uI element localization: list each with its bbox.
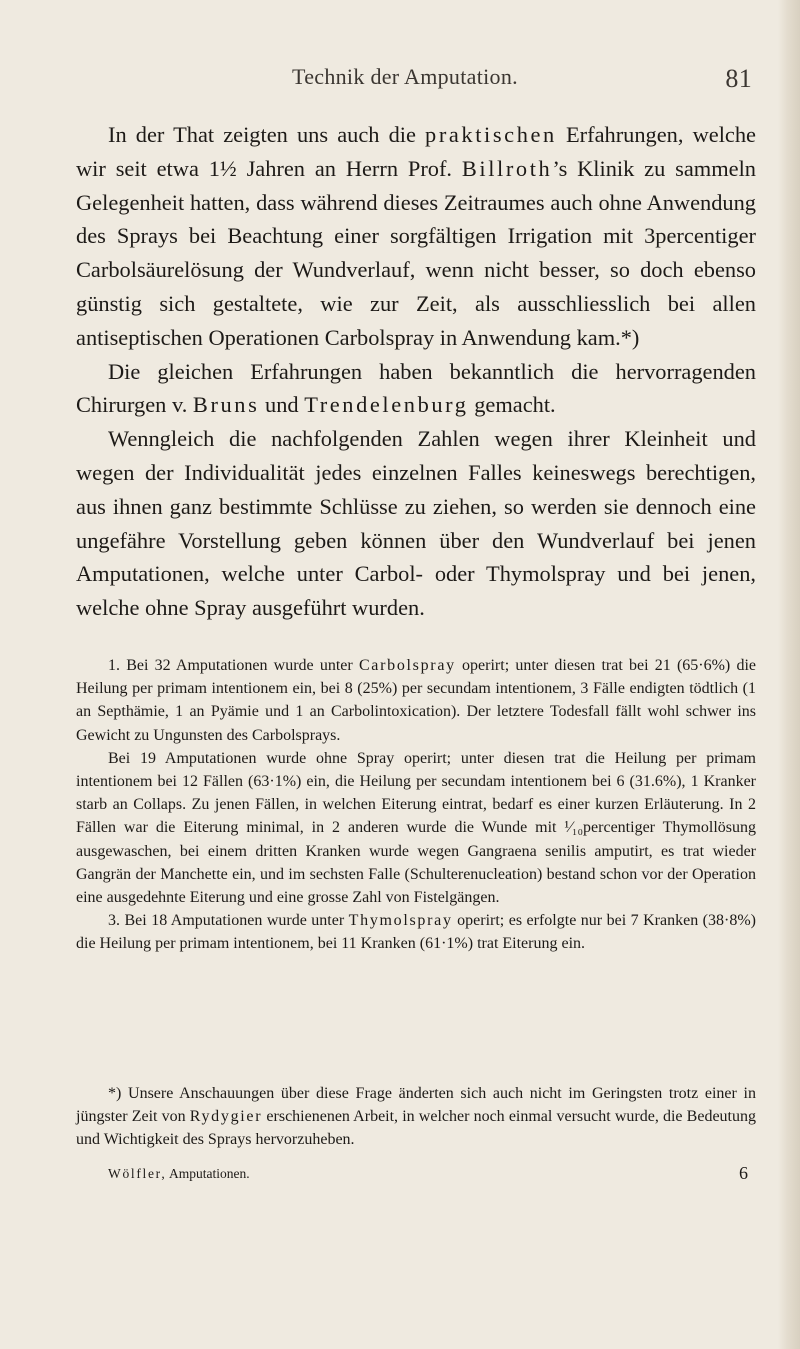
body-text (76, 118, 756, 625)
signature-title: Amputationen. (166, 1166, 250, 1181)
running-head (292, 64, 752, 93)
case-list (76, 654, 756, 956)
person-name: Rydygier (189, 1108, 263, 1126)
text-run: Erfahrungen, welche wir seit etwa 1½ Jahren an Herrn Prof. (76, 122, 756, 181)
text-run: 1. Bei 32 Amputationen wurde unter (108, 657, 359, 674)
spaced-emphasis: Carbolspray (358, 657, 456, 674)
footnote-text (76, 1082, 756, 1152)
paragraph (76, 355, 756, 423)
text-run: erschienenen Arbeit, in welcher noch einmal versucht wurde, die Bedeutung und Wichtigkeit des Sprays hervorzuheben. (76, 1108, 756, 1149)
case-item (76, 909, 756, 955)
page-edge (778, 0, 800, 1349)
case-item (76, 654, 756, 747)
text-run: In der That zeigten uns auch die (108, 122, 426, 147)
spaced-emphasis: praktischen (425, 122, 557, 147)
text-run: Die gleichen Erfahrungen haben bekanntlich die hervorragenden Chirurgen v. (76, 358, 756, 418)
text-run: ’s Klinik zu sammeln Gelegenheit hatten, dass während dieses Zeitraumes auch ohne Anwendung des Sprays bei Beachtung einer sorgfältigen Irrigation mit 3percentiger Carbolsäurelösung der Wundverlauf, wenn nicht besser, so doch ebenso günstig sich gestaltete, wie zur Zeit, als ausschliesslich bei allen antiseptischen Operationen Carbolspray in Anwendung kam.*) (76, 155, 756, 350)
text-run: und (259, 392, 305, 418)
paragraph: Wenngleich die nachfolgenden Zahlen wegen ihrer Kleinheit und wegen der Individualität jedes einzelnen Falles keineswegs berechtigen, aus ihnen ganz bestimmte Schlüsse zu ziehen, so werden sie dennoch eine ungefähre Vorstellung geben können über den Wundverlauf bei jenen Amputationen, welche unter Carbol- oder Thymolspray und bei jenen, welche ohne Spray ausgeführt wurden. (76, 426, 756, 621)
case-item: Bei 19 Amputationen wurde ohne Spray operirt; unter diesen trat die Heilung per primam intentionem bei 12 Fällen (63·1%) ein, die Heilung per secundam intentionem bei 6 (31.6%), 1 Kranker starb an Collaps. Zu jenen Fällen, in welchen Eiterung eintrat, bedarf es einer kurzen Erläuterung. In 2 Fällen war die Eiterung minimal, in 2 anderen wurde die Wunde mit ¹⁄₁₀percentiger Thymollösung ausgewaschen, bei einem dritten Kranken wurde wegen Gangraena senilis amputirt, es trat wieder Gangrän der Manchette ein, und im sechsten Falle (Schulterenucleation) bestand schon vor der Operation eine ausgedehnte Eiterung und eine grosse Zahl von Fistelgängen. (76, 749, 756, 907)
text-run: *) Unsere Anschauungen über diese Frage änderten sich auch nicht im Geringsten trotz einer in jüngster Zeit von (76, 1085, 756, 1126)
text-run: operirt; unter diesen trat bei 21 (65·6%) die Heilung per primam intentionem ein, bei 8 (25%) per secundam intentionem, 3 Fälle endigten tödtlich (1 an Septhämie, 1 an Pyämie und 1 an Carbolintoxication). Der letztere Todesfall fällt wohl schwer ins Gewicht zu Ungunsten des Carbolsprays. (76, 657, 757, 744)
signature-author: Wölfler, (108, 1166, 167, 1181)
page-number: 81 (725, 64, 752, 93)
spaced-emphasis: Thymolspray (348, 912, 453, 930)
person-name: Bruns (192, 392, 260, 418)
signature-sheet-number: 6 (739, 1163, 748, 1183)
text-run: gemacht. (468, 392, 556, 418)
footnote (76, 1082, 756, 1152)
text-run: 3. Bei 18 Amputationen wurde unter (108, 912, 349, 930)
text-run: operirt; es erfolgte nur bei 7 Kranken (38·8%) die Heilung per primam intentionem, bei 11 Kranken (61·1%) trat Eiterung ein. (76, 912, 756, 953)
person-name: Billroth (461, 155, 553, 181)
paragraph (76, 118, 756, 355)
signature-line (108, 1163, 748, 1183)
running-head-title: Technik der Amputation. (292, 64, 518, 89)
person-name: Trendelenburg (304, 392, 469, 418)
